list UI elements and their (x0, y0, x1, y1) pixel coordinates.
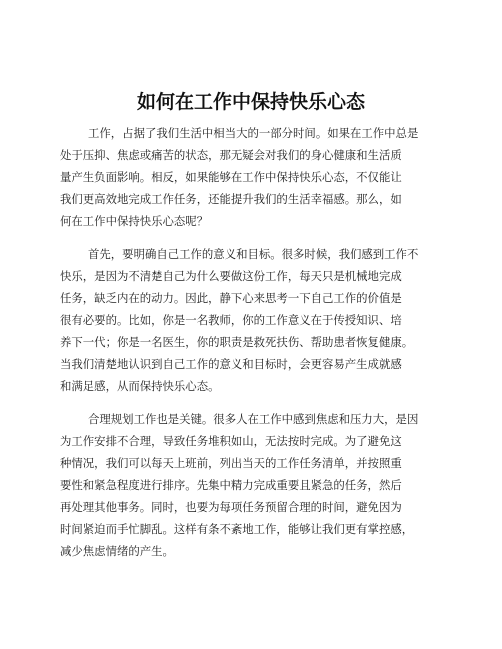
paragraph-line: 减少焦虑情绪的产生。 (60, 544, 174, 558)
paragraph-line: 很有必要的。比如，你是一名教师，你的工作意义在于传授知识、培 (60, 313, 402, 327)
paragraph-line: 任务，缺乏内在的动力。因此，静下心来思考一下自己工作的价值是 (60, 291, 402, 305)
paragraph-line: 合理规划工作也是关键。很多人在工作中感到焦虑和压力大，是因 (88, 412, 419, 426)
paragraph-line: 当我们清楚地认识到自己工作的意义和目标时，会更容易产生成就感 (60, 357, 402, 371)
paragraph-line: 和满足感，从而保持快乐心态。 (60, 379, 220, 393)
paragraph-line: 要性和紧急程度进行排序。先集中精力完成重要且紧急的任务，然后 (60, 478, 402, 492)
paragraph-line: 再处理其他事务。同时，也要为每项任务预留合理的时间，避免因为 (60, 500, 402, 514)
paragraph-line: 我们更高效地完成工作任务，还能提升我们的生活幸福感。那么，如 (60, 192, 402, 206)
document-title: 如何在工作中保持快乐心态 (136, 91, 365, 113)
paragraph-line: 何在工作中保持快乐心态呢？ (60, 214, 209, 228)
paragraph-line: 首先，要明确自己工作的意义和目标。很多时候，我们感到工作不 (88, 247, 419, 261)
paragraph-line: 工作，占据了我们生活中相当大的一部分时间。如果在工作中总是 (88, 126, 419, 140)
paragraph-line: 量产生负面影响。相反，如果能够在工作中保持快乐心态，不仅能让 (60, 170, 402, 184)
paragraph-line: 为工作安排不合理，导致任务堆积如山，无法按时完成。为了避免这 (60, 434, 402, 448)
paragraph-line: 快乐，是因为不清楚自己为什么要做这份工作，每天只是机械地完成 (60, 269, 402, 283)
paragraph-line: 处于压抑、焦虑或痛苦的状态，那无疑会对我们的身心健康和生活质 (60, 148, 402, 162)
paragraph-line: 时间紧迫而手忙脚乱。这样有条不紊地工作，能够让我们更有掌控感， (60, 522, 414, 536)
paragraph-line: 养下一代；你是一名医生，你的职责是救死扶伤、帮助患者恢复健康。 (60, 335, 414, 349)
paragraph-line: 种情况，我们可以每天上班前，列出当天的工作任务清单，并按照重 (60, 456, 402, 470)
